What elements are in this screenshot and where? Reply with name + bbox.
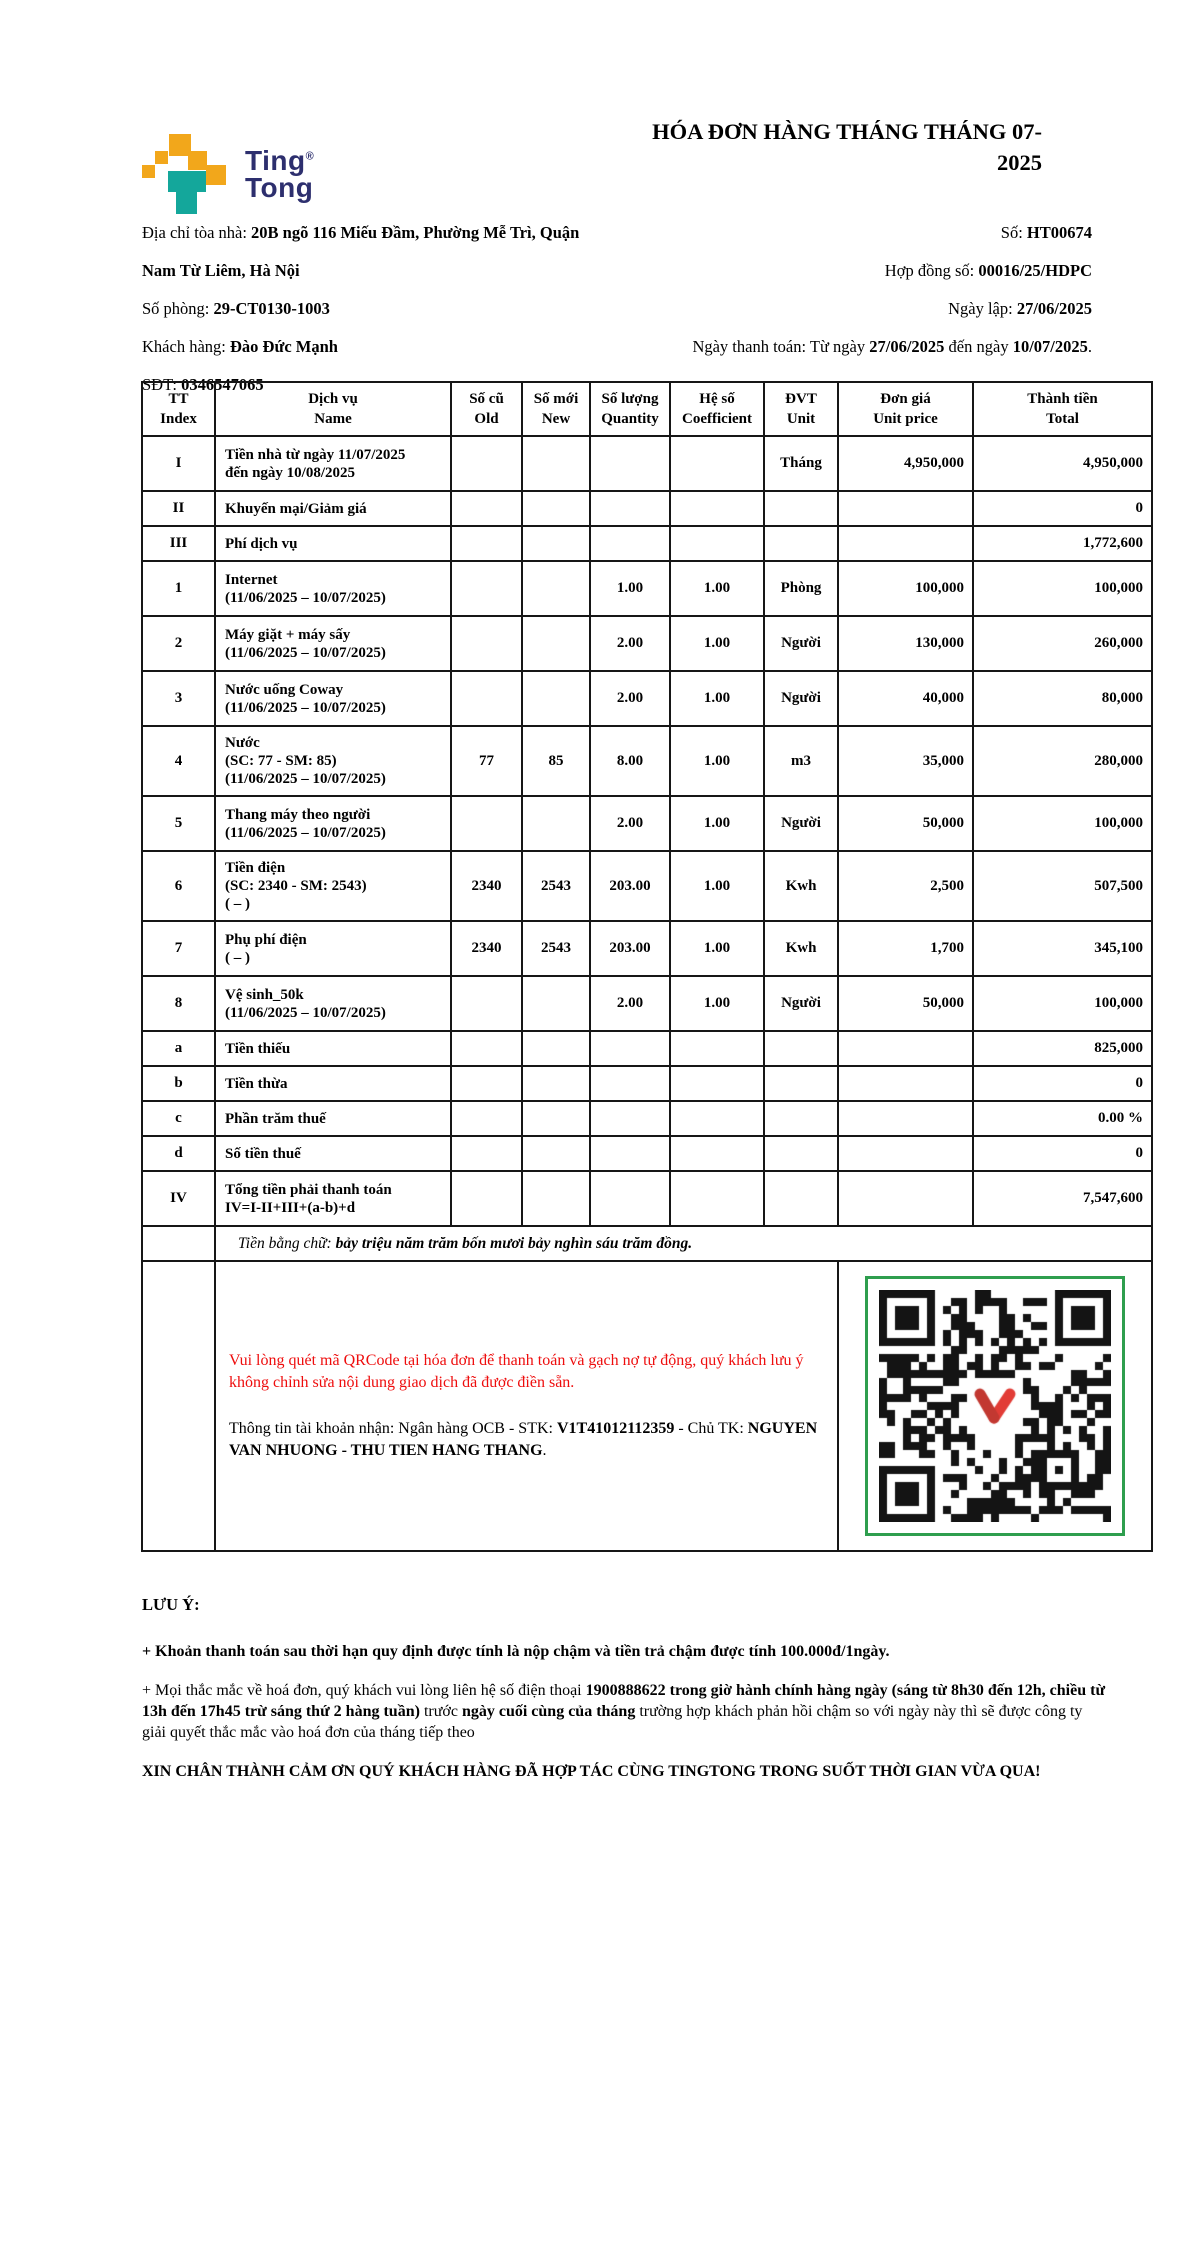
table-row bbox=[142, 526, 1152, 561]
unit-price: 100,000 bbox=[838, 561, 973, 616]
new-reading bbox=[522, 671, 590, 726]
coefficient bbox=[670, 526, 764, 561]
info-line bbox=[142, 214, 612, 290]
new-reading bbox=[522, 616, 590, 671]
coefficient: 1.00 bbox=[670, 726, 764, 796]
payment-instructions bbox=[215, 1261, 838, 1551]
column-header: Số lượng Quantity bbox=[590, 382, 670, 436]
unit-price: 50,000 bbox=[838, 976, 973, 1031]
qr-code bbox=[879, 1290, 1111, 1522]
table-row bbox=[142, 851, 1152, 921]
coefficient: 1.00 bbox=[670, 976, 764, 1031]
table-row bbox=[142, 976, 1152, 1031]
row-index: d bbox=[142, 1136, 215, 1171]
table-row bbox=[142, 436, 1152, 491]
text-segment: Ngày thanh toán: Từ ngày bbox=[692, 337, 870, 356]
text-segment: 20B ngõ 116 Miếu Đầm, Phường Mễ Trì, Quận Nam Từ Liêm, Hà Nội bbox=[142, 223, 580, 280]
new-reading bbox=[522, 491, 590, 526]
unit bbox=[764, 1031, 838, 1066]
column-header: Đơn giá Unit price bbox=[838, 382, 973, 436]
table-row bbox=[142, 616, 1152, 671]
old-reading bbox=[451, 561, 522, 616]
unit-price bbox=[838, 1136, 973, 1171]
quantity: 2.00 bbox=[590, 616, 670, 671]
logo-word-tong: Tong bbox=[245, 172, 314, 203]
unit-price bbox=[838, 491, 973, 526]
service-name: Phần trăm thuế bbox=[215, 1101, 451, 1136]
old-reading bbox=[451, 1101, 522, 1136]
text-segment: Thông tin tài khoản nhận: Ngân hàng OCB - STK: bbox=[229, 1420, 557, 1437]
coefficient bbox=[670, 436, 764, 491]
row-index: 2 bbox=[142, 616, 215, 671]
logo-pixel bbox=[176, 192, 197, 214]
service-name: Tiền điện (SC: 2340 - SM: 2543) ( – ) bbox=[215, 851, 451, 921]
service-name: Vệ sinh_50k (11/06/2025 – 10/07/2025) bbox=[215, 976, 451, 1031]
quantity: 203.00 bbox=[590, 851, 670, 921]
new-reading: 2543 bbox=[522, 921, 590, 976]
row-total: 100,000 bbox=[973, 976, 1152, 1031]
unit-price: 2,500 bbox=[838, 851, 973, 921]
text-segment: ngày cuối cùng của tháng bbox=[461, 1703, 636, 1720]
row-index: 4 bbox=[142, 726, 215, 796]
row-index: II bbox=[142, 491, 215, 526]
service-name: Nước uống Coway (11/06/2025 – 10/07/2025) bbox=[215, 671, 451, 726]
unit-price: 35,000 bbox=[838, 726, 973, 796]
spacer-cell bbox=[142, 1261, 215, 1551]
info-line bbox=[142, 290, 612, 328]
text-segment: Địa chỉ tòa nhà: bbox=[142, 223, 252, 242]
service-name: Máy giặt + máy sấy (11/06/2025 – 10/07/2025) bbox=[215, 616, 451, 671]
old-reading: 2340 bbox=[451, 851, 522, 921]
row-total: 345,100 bbox=[973, 921, 1152, 976]
quantity: 2.00 bbox=[590, 796, 670, 851]
bank-account-text bbox=[229, 1418, 821, 1462]
quantity bbox=[590, 1031, 670, 1066]
column-header: TT Index bbox=[142, 382, 215, 436]
coefficient bbox=[670, 491, 764, 526]
new-reading bbox=[522, 436, 590, 491]
new-reading bbox=[522, 1031, 590, 1066]
quantity: 2.00 bbox=[590, 976, 670, 1031]
column-header: ĐVT Unit bbox=[764, 382, 838, 436]
column-header: Số cũ Old bbox=[451, 382, 522, 436]
customer-info bbox=[142, 214, 612, 404]
unit bbox=[764, 1136, 838, 1171]
column-header: Dịch vụ Name bbox=[215, 382, 451, 436]
row-total: 80,000 bbox=[973, 671, 1152, 726]
coefficient: 1.00 bbox=[670, 796, 764, 851]
row-index: b bbox=[142, 1066, 215, 1101]
table-row bbox=[142, 726, 1152, 796]
text-segment: + Khoản thanh toán sau thời hạn quy định được tính là nộp chậm và tiền trả chậm được tính 100.000đ/1ngày. bbox=[142, 1643, 890, 1660]
service-name: Tiền thiếu bbox=[215, 1031, 451, 1066]
old-reading bbox=[451, 976, 522, 1031]
quantity: 1.00 bbox=[590, 561, 670, 616]
row-index: 3 bbox=[142, 671, 215, 726]
row-total: 825,000 bbox=[973, 1031, 1152, 1066]
coefficient bbox=[670, 1136, 764, 1171]
row-total: 0 bbox=[973, 491, 1152, 526]
unit bbox=[764, 491, 838, 526]
info-line bbox=[612, 328, 1092, 366]
text-segment: 0346547065 bbox=[181, 375, 264, 394]
unit: m3 bbox=[764, 726, 838, 796]
tingtong-pixel-arrow-icon bbox=[142, 134, 230, 218]
amount-in-words: Tiền bằng chữ: bảy triệu năm trăm bốn mươi bảy nghìn sáu trăm đồng. bbox=[215, 1226, 1152, 1261]
old-reading bbox=[451, 526, 522, 561]
row-total: 260,000 bbox=[973, 616, 1152, 671]
row-index: IV bbox=[142, 1171, 215, 1226]
row-total: 0 bbox=[973, 1136, 1152, 1171]
old-reading bbox=[451, 436, 522, 491]
logo-pixel bbox=[206, 165, 226, 185]
old-reading bbox=[451, 616, 522, 671]
row-total: 100,000 bbox=[973, 561, 1152, 616]
old-reading bbox=[451, 1066, 522, 1101]
new-reading bbox=[522, 526, 590, 561]
text-segment: 27/06/2025 bbox=[869, 337, 945, 356]
text-segment: Ngày lập: bbox=[948, 299, 1017, 318]
table-header-row bbox=[142, 382, 1152, 436]
unit: Tháng bbox=[764, 436, 838, 491]
row-index: a bbox=[142, 1031, 215, 1066]
old-reading bbox=[451, 1031, 522, 1066]
quantity bbox=[590, 491, 670, 526]
table-row bbox=[142, 921, 1152, 976]
footer-note bbox=[142, 1641, 1110, 1662]
invoice-title-line2: 2025 bbox=[997, 150, 1042, 175]
text-segment: . bbox=[1087, 337, 1092, 356]
amount-in-words-row bbox=[142, 1226, 1152, 1261]
service-name: Phụ phí điện ( – ) bbox=[215, 921, 451, 976]
footer-note bbox=[142, 1680, 1110, 1743]
service-name: Internet (11/06/2025 – 10/07/2025) bbox=[215, 561, 451, 616]
row-index: 7 bbox=[142, 921, 215, 976]
unit-price: 130,000 bbox=[838, 616, 973, 671]
table-row bbox=[142, 1031, 1152, 1066]
service-name: Tiền nhà từ ngày 11/07/2025 đến ngày 10/08/2025 bbox=[215, 436, 451, 491]
new-reading bbox=[522, 1171, 590, 1226]
unit-price bbox=[838, 1031, 973, 1066]
logo-pixel bbox=[155, 151, 168, 164]
row-total: 7,547,600 bbox=[973, 1171, 1152, 1226]
old-reading bbox=[451, 1136, 522, 1171]
text-segment: V1T41012112359 bbox=[556, 1420, 675, 1437]
text-segment: XIN CHÂN THÀNH CẢM ƠN QUÝ KHÁCH HÀNG ĐÃ HỢP TÁC CÙNG TINGTONG TRONG SUỐT THỜI GIAN VỪA QUA! bbox=[142, 1763, 1041, 1780]
new-reading bbox=[522, 976, 590, 1031]
text-segment: trường hợp khách phản hồi chậm so với ngày này thì sẽ được công ty giải quyết thắc mắc vào hoá đơn của tháng tiếp theo bbox=[142, 1703, 1083, 1741]
old-reading bbox=[451, 1171, 522, 1226]
text-segment: 27/06/2025 bbox=[1016, 299, 1092, 318]
table-row bbox=[142, 796, 1152, 851]
text-segment: Đào Đức Mạnh bbox=[229, 337, 338, 356]
logo-pixel bbox=[188, 151, 207, 170]
coefficient: 1.00 bbox=[670, 851, 764, 921]
footer-notes bbox=[142, 1594, 1110, 1800]
coefficient bbox=[670, 1066, 764, 1101]
coefficient: 1.00 bbox=[670, 561, 764, 616]
text-segment: HT00674 bbox=[1026, 223, 1092, 242]
new-reading bbox=[522, 1066, 590, 1101]
tingtong-logo bbox=[142, 134, 314, 218]
table-row bbox=[142, 1171, 1152, 1226]
coefficient: 1.00 bbox=[670, 671, 764, 726]
text-segment: Hợp đồng số: bbox=[884, 261, 979, 280]
new-reading: 85 bbox=[522, 726, 590, 796]
coefficient bbox=[670, 1031, 764, 1066]
quantity: 8.00 bbox=[590, 726, 670, 796]
qr-payment-row bbox=[142, 1261, 1152, 1551]
text-segment: 00016/25/HDPC bbox=[978, 261, 1092, 280]
info-line bbox=[612, 214, 1092, 252]
quantity bbox=[590, 436, 670, 491]
quantity bbox=[590, 526, 670, 561]
footer-note bbox=[142, 1761, 1110, 1782]
column-header: Hệ số Coefficient bbox=[670, 382, 764, 436]
unit: Phòng bbox=[764, 561, 838, 616]
table-row bbox=[142, 491, 1152, 526]
new-reading bbox=[522, 796, 590, 851]
unit-price bbox=[838, 1101, 973, 1136]
unit-price: 1,700 bbox=[838, 921, 973, 976]
unit-price: 50,000 bbox=[838, 796, 973, 851]
table-row bbox=[142, 1136, 1152, 1171]
new-reading: 2543 bbox=[522, 851, 590, 921]
old-reading bbox=[451, 796, 522, 851]
coefficient: 1.00 bbox=[670, 921, 764, 976]
old-reading: 2340 bbox=[451, 921, 522, 976]
service-name: Nước (SC: 77 - SM: 85) (11/06/2025 – 10/07/2025) bbox=[215, 726, 451, 796]
unit-price bbox=[838, 1066, 973, 1101]
quantity bbox=[590, 1101, 670, 1136]
row-total: 507,500 bbox=[973, 851, 1152, 921]
unit bbox=[764, 1171, 838, 1226]
service-name: Khuyến mại/Giảm giá bbox=[215, 491, 451, 526]
tingtong-logo-text bbox=[245, 147, 314, 201]
row-total: 0.00 % bbox=[973, 1101, 1152, 1136]
unit: Kwh bbox=[764, 921, 838, 976]
row-index: III bbox=[142, 526, 215, 561]
coefficient bbox=[670, 1101, 764, 1136]
invoice-title-line1: HÓA ĐƠN HÀNG THÁNG THÁNG 07- bbox=[652, 119, 1042, 144]
text-segment: Số: bbox=[1000, 223, 1027, 242]
table-row bbox=[142, 561, 1152, 616]
text-segment: - Chủ TK: bbox=[674, 1420, 748, 1437]
row-index: 8 bbox=[142, 976, 215, 1031]
service-name: Tiền thừa bbox=[215, 1066, 451, 1101]
logo-word-ting: Ting bbox=[245, 145, 306, 176]
row-total: 4,950,000 bbox=[973, 436, 1152, 491]
row-total: 280,000 bbox=[973, 726, 1152, 796]
invoice-table bbox=[141, 381, 1153, 1552]
coefficient: 1.00 bbox=[670, 616, 764, 671]
logo-pixel bbox=[168, 171, 206, 192]
unit bbox=[764, 1066, 838, 1101]
row-total: 1,772,600 bbox=[973, 526, 1152, 561]
old-reading bbox=[451, 491, 522, 526]
row-index: 6 bbox=[142, 851, 215, 921]
text-segment: trước bbox=[419, 1703, 462, 1720]
quantity bbox=[590, 1171, 670, 1226]
invoice-title bbox=[482, 116, 1042, 178]
text-segment: 10/07/2025 bbox=[1012, 337, 1088, 356]
unit: Người bbox=[764, 616, 838, 671]
new-reading bbox=[522, 1136, 590, 1171]
text-segment: 1900888622 trong giờ hành chính hàng ngày (sáng từ 8h30 đến 12h, chiều từ 13h đến 17h45 trừ sáng thứ 2 hàng tuần) bbox=[142, 1682, 1106, 1720]
row-index: I bbox=[142, 436, 215, 491]
spacer-cell bbox=[142, 1226, 215, 1261]
text-segment: + Mọi thắc mắc về hoá đơn, quý khách vui lòng liên hệ số điện thoại bbox=[142, 1682, 586, 1699]
unit-price: 40,000 bbox=[838, 671, 973, 726]
unit: Người bbox=[764, 796, 838, 851]
row-total: 100,000 bbox=[973, 796, 1152, 851]
qr-code-frame bbox=[865, 1276, 1125, 1536]
logo-pixel bbox=[142, 165, 155, 178]
row-index: 1 bbox=[142, 561, 215, 616]
text-segment: Khách hàng: bbox=[142, 337, 230, 356]
unit: Kwh bbox=[764, 851, 838, 921]
unit bbox=[764, 1101, 838, 1136]
table-row bbox=[142, 1101, 1152, 1136]
column-header: Thành tiền Total bbox=[973, 382, 1152, 436]
info-line bbox=[612, 252, 1092, 290]
column-header: Số mới New bbox=[522, 382, 590, 436]
table-row bbox=[142, 1066, 1152, 1101]
service-name: Phí dịch vụ bbox=[215, 526, 451, 561]
invoice-info bbox=[142, 214, 1092, 404]
quantity: 203.00 bbox=[590, 921, 670, 976]
new-reading bbox=[522, 1101, 590, 1136]
text-segment: đến ngày bbox=[944, 337, 1013, 356]
registered-trademark-symbol: ® bbox=[305, 150, 315, 163]
old-reading: 77 bbox=[451, 726, 522, 796]
quantity: 2.00 bbox=[590, 671, 670, 726]
text-segment: 29-CT0130-1003 bbox=[213, 299, 330, 318]
text-segment: NGUYEN VAN NHUONG - THU TIEN HANG THANG bbox=[229, 1420, 818, 1459]
unit-price bbox=[838, 1171, 973, 1226]
row-index: c bbox=[142, 1101, 215, 1136]
service-name: Số tiền thuế bbox=[215, 1136, 451, 1171]
info-line bbox=[612, 290, 1092, 328]
notes-heading: LƯU Ý: bbox=[142, 1595, 200, 1614]
invoice-meta-info bbox=[612, 214, 1092, 404]
qr-warning-text: Vui lòng quét mã QRCode tại hóa đơn để thanh toán và gạch nợ tự động, quý khách lưu ý không chỉnh sửa nội dung giao dịch đã được điền sẵn. bbox=[229, 1352, 804, 1391]
text-segment: . bbox=[542, 1442, 547, 1459]
unit: Người bbox=[764, 671, 838, 726]
info-line bbox=[142, 328, 612, 366]
row-total: 0 bbox=[973, 1066, 1152, 1101]
unit: Người bbox=[764, 976, 838, 1031]
text-segment: SĐT: bbox=[142, 375, 182, 394]
new-reading bbox=[522, 561, 590, 616]
coefficient bbox=[670, 1171, 764, 1226]
qr-code-cell bbox=[838, 1261, 1152, 1551]
unit-price bbox=[838, 526, 973, 561]
service-name: Tổng tiền phải thanh toán IV=I-II+III+(a-b)+d bbox=[215, 1171, 451, 1226]
unit bbox=[764, 526, 838, 561]
old-reading bbox=[451, 671, 522, 726]
quantity bbox=[590, 1066, 670, 1101]
service-name: Thang máy theo người (11/06/2025 – 10/07/2025) bbox=[215, 796, 451, 851]
unit-price: 4,950,000 bbox=[838, 436, 973, 491]
text-segment: Số phòng: bbox=[142, 299, 214, 318]
table-row bbox=[142, 671, 1152, 726]
row-index: 5 bbox=[142, 796, 215, 851]
quantity bbox=[590, 1136, 670, 1171]
